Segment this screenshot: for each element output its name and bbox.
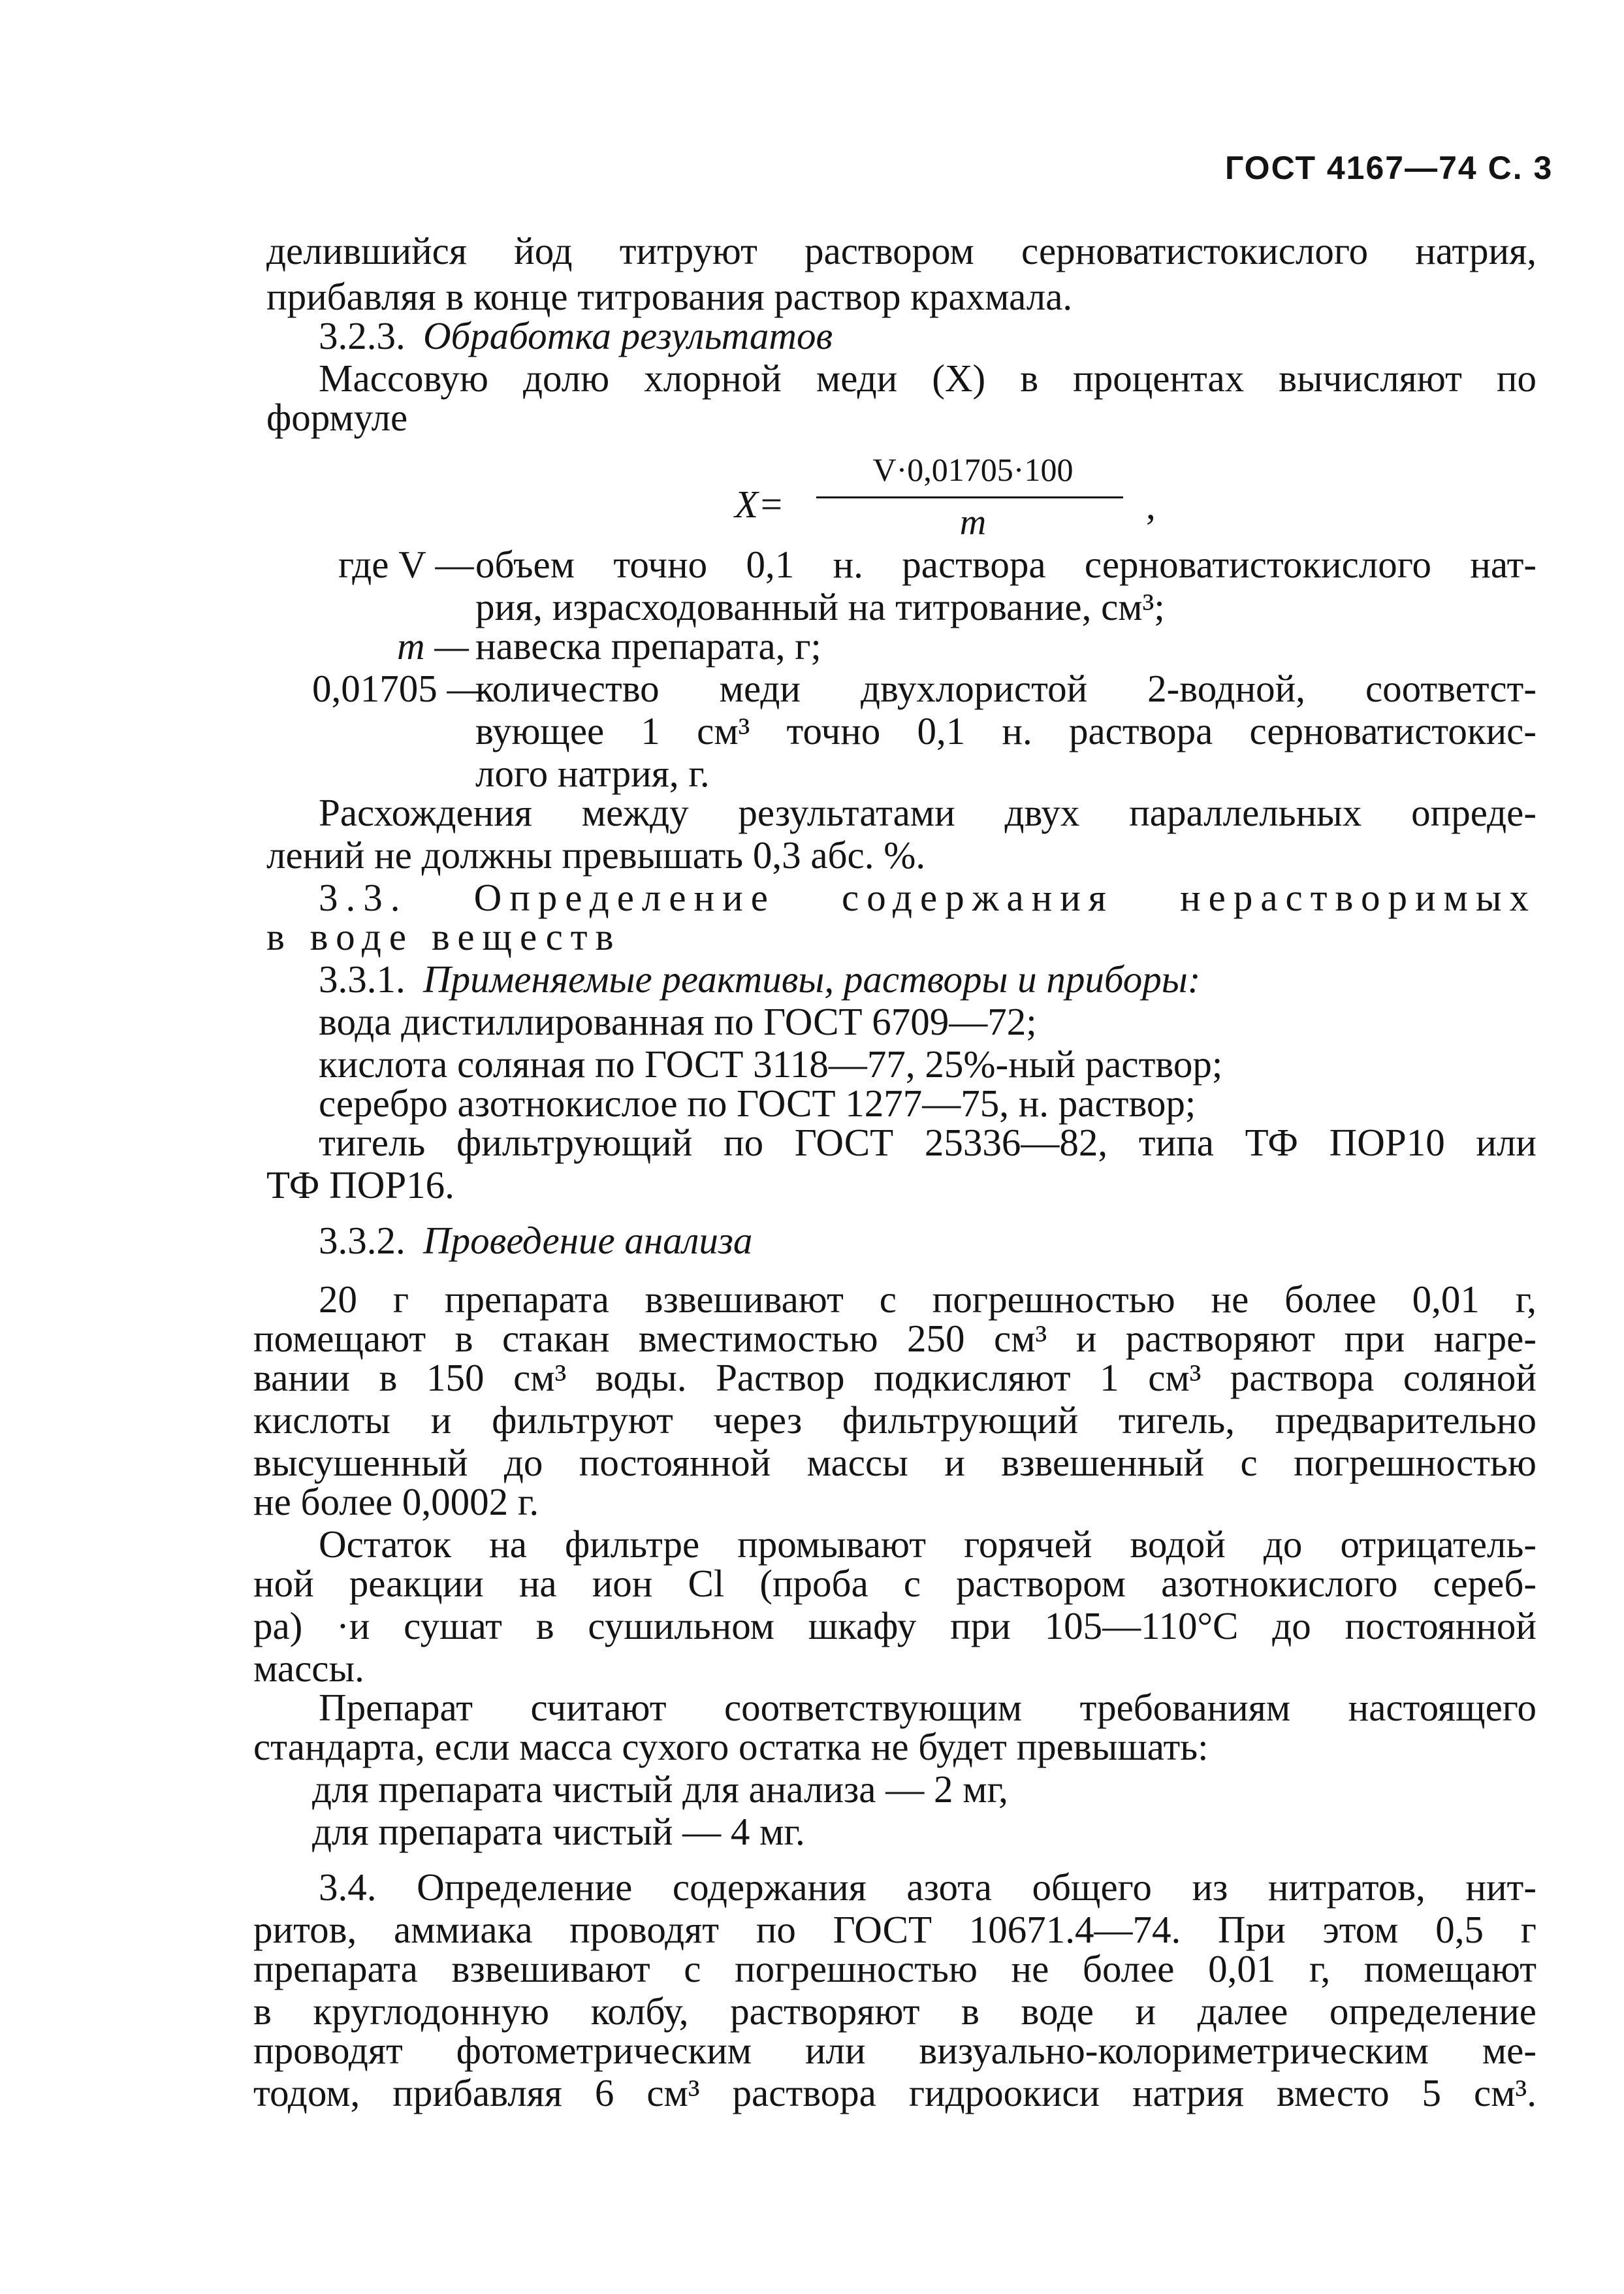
list-item: тигель фильтрующий по ГОСТ 25336—82, типа ТФ ПОР10 или <box>319 1121 1536 1164</box>
legend-text: рия, израсходованный на титрование, см³; <box>475 585 1165 628</box>
text-line: прибавляя в конце титрования раствор крахмала. <box>266 275 1073 318</box>
section-number: 3.2.3. <box>319 314 406 357</box>
text-line: в круглодонную колбу, растворяют в воде и далее определение <box>253 1990 1536 2033</box>
section-number: 3.3.1. <box>319 958 406 1001</box>
formula-denominator: m <box>959 502 987 543</box>
text-line: Остаток на фильтре промывают горячей водой до отрицатель- <box>319 1523 1536 1566</box>
section-heading: в воде веществ <box>266 915 622 958</box>
text-line: ной реакции на ион Cl (проба с раствором азотнокислого сереб- <box>253 1562 1536 1605</box>
legend-term: где V — <box>338 543 474 586</box>
text-line: стандарта, если масса сухого остатка не будет превышать: <box>253 1725 1209 1768</box>
text-line: ра) ·и сушат в сушильном шкафу при 105—110°С до постоянной <box>253 1604 1536 1647</box>
section-number: 3.3.2. <box>319 1219 406 1262</box>
section-heading: 3.3. Определение содержания нерастворимых <box>319 876 1536 919</box>
formula-lhs: X= <box>735 483 784 526</box>
text-line: проводят фотометрическим или визуально-колориметрическим ме- <box>253 2029 1536 2072</box>
list-item: серебро азотнокислое по ГОСТ 1277—75, н. раствор; <box>319 1082 1196 1125</box>
list-item: вода дистиллированная по ГОСТ 6709—72; <box>319 1000 1037 1043</box>
text-line: делившийся йод титруют раствором серноватистокислого натрия, <box>266 229 1536 272</box>
list-item: ТФ ПОР16. <box>266 1163 454 1206</box>
legend-text: лого натрия, г. <box>475 752 710 795</box>
text-line: 20 г препарата взвешивают с погрешностью не более 0,01 г, <box>319 1278 1536 1321</box>
legend-term: m — <box>397 624 469 668</box>
text-line: тодом, прибавляя 6 см³ раствора гидроокиси натрия вместо 5 см³. <box>253 2071 1536 2114</box>
legend-text: количество меди двухлористой 2-водной, соответст- <box>475 667 1536 710</box>
section-title: Проведение анализа <box>423 1219 753 1262</box>
text-line: Расхождения между результатами двух параллельных опреде- <box>319 791 1536 834</box>
list-item: кислота соляная по ГОСТ 3118—77, 25%-ный раствор; <box>319 1042 1223 1086</box>
formula-comma: , <box>1146 484 1156 527</box>
text-line: 3.4. Определение содержания азота общего из нитратов, нит- <box>319 1866 1536 1909</box>
text-line: лений не должны превышать 0,3 абс. %. <box>266 833 926 877</box>
text-line: ритов, аммиака проводят по ГОСТ 10671.4—74. При этом 0,5 г <box>253 1908 1536 1951</box>
text-line: Препарат считают соответствующим требованиям настоящего <box>319 1686 1536 1729</box>
legend-text: навеска препарата, г; <box>475 624 821 668</box>
legend-text: объем точно 0,1 н. раствора серноватистокислого нат- <box>475 543 1536 586</box>
text-line: массы. <box>253 1647 364 1690</box>
legend-text: вующее 1 см³ точно 0,1 н. раствора серноватистокис- <box>475 709 1536 752</box>
page-header: ГОСТ 4167—74 С. 3 <box>1225 150 1553 186</box>
legend-term: 0,01705 — <box>312 667 486 710</box>
text-line: не более 0,0002 г. <box>253 1480 539 1523</box>
text-line: высушенный до постоянной массы и взвешенный с погрешностью <box>253 1441 1536 1484</box>
list-item: для препарата чистый — 4 мг. <box>312 1810 805 1853</box>
section-title: Применяемые реактивы, растворы и приборы: <box>423 958 1201 1001</box>
text-line: вании в 150 см³ воды. Раствор подкисляют 1 см³ раствора соляной <box>253 1356 1536 1399</box>
text-line: Массовую долю хлорной меди (X) в процентах вычисляют по <box>319 357 1536 400</box>
fraction-bar <box>816 496 1123 498</box>
text-line: формуле <box>266 396 408 439</box>
text-line: помещают в стакан вместимостью 250 см³ и растворяют при нагре- <box>253 1317 1536 1360</box>
text-line: кислоты и фильтруют через фильтрующий тигель, предварительно <box>253 1398 1536 1442</box>
formula-numerator: V·0,01705·100 <box>872 451 1074 488</box>
list-item: для препарата чистый для анализа — 2 мг, <box>312 1768 1008 1811</box>
formula <box>735 451 1156 543</box>
section-title: Обработка результатов <box>423 314 833 357</box>
text-line: препарата взвешивают с погрешностью не более 0,01 г, помещают <box>253 1947 1536 1990</box>
